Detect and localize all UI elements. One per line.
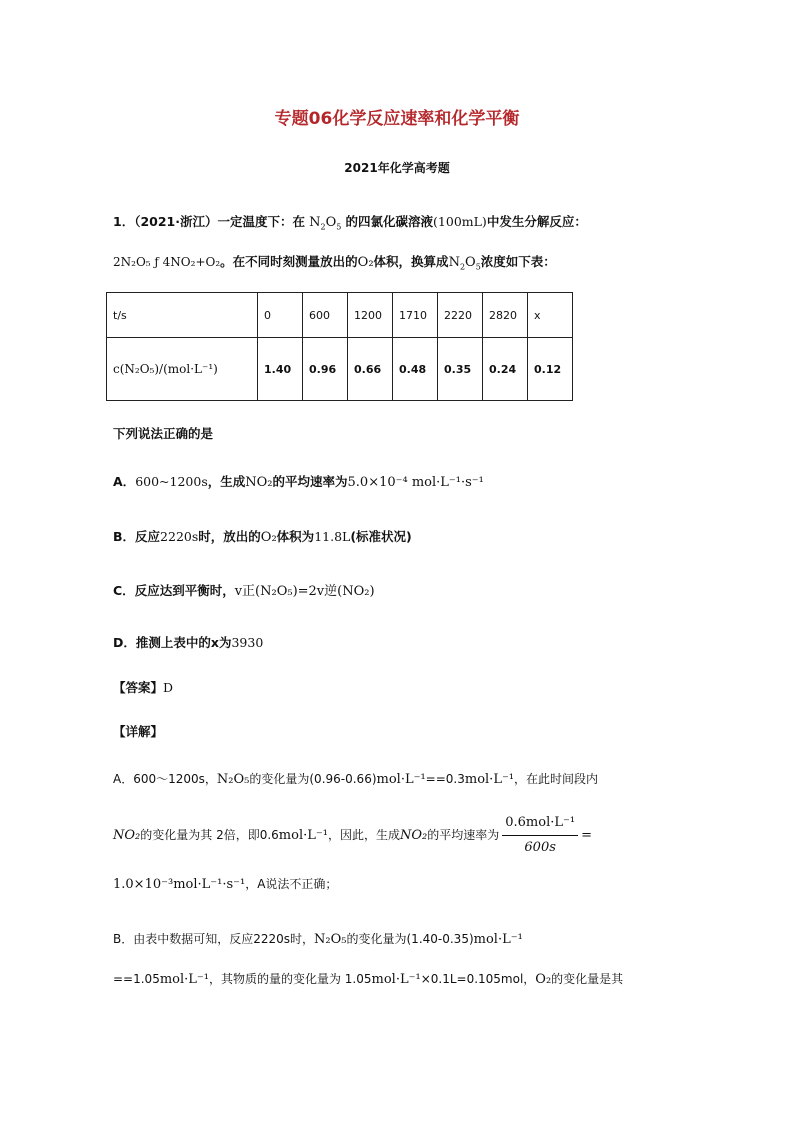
analysis-formula: N₂O₅ (314, 932, 347, 947)
option-a (113, 472, 484, 490)
fraction-denominator: 600s (524, 840, 556, 855)
rate-fraction (502, 812, 578, 859)
fraction-numerator: 0.6mol·L⁻¹ (502, 812, 578, 836)
analysis-line5 (113, 970, 623, 987)
equals-sign: = (581, 828, 592, 843)
option-c-label: C． (113, 583, 135, 598)
option-c-expression: v正(N₂O₅)=2v逆(NO₂) (234, 584, 375, 599)
reaction-equation: 2N₂O₅ ƒ 4NO₂+O₂ (113, 255, 221, 269)
analysis-line1 (113, 770, 598, 787)
analysis-text: ，在此时间段内 (514, 772, 599, 786)
answer-label: 【答案】 (113, 680, 164, 695)
table-cell: 0.48 (393, 338, 438, 401)
table-row-concentration (107, 338, 573, 401)
stem-text-f: 浓度如下表： (480, 254, 556, 269)
analysis-text: B．由表中数据可知，反应2220s时， (113, 932, 315, 946)
option-b-text4: (标准状况) (350, 529, 412, 544)
answer-value: D (163, 680, 174, 695)
analysis-text: ，因此，生成 (327, 828, 400, 842)
analysis-text: ，A说法不正确； (245, 877, 338, 891)
table-cell: 0.24 (483, 338, 528, 401)
question-number: 1． (113, 214, 135, 229)
table-cell: 0.66 (348, 338, 393, 401)
option-a-range: 600~1200s (135, 474, 208, 489)
option-a-species: NO₂ (245, 475, 273, 490)
n2o5-formula: $N_2O_5$ (305, 215, 342, 232)
option-a-text1: ，生成 (207, 474, 246, 489)
option-d (113, 633, 263, 651)
option-a-text2: 的平均速率为 (272, 474, 348, 489)
table-cell: 2820 (483, 293, 528, 338)
option-b-text2: 时，放出的 (198, 529, 261, 544)
table-cell: 0.35 (438, 338, 483, 401)
table-cell: 0.12 (528, 338, 573, 401)
analysis-unit: mol·L⁻¹ (278, 828, 328, 843)
option-a-value: 5.0×10⁻⁴ mol·L⁻¹·s⁻¹ (347, 475, 484, 490)
analysis-value: 1.0×10⁻³ (113, 877, 174, 892)
option-a-label: A． (113, 474, 136, 489)
table-cell: 1710 (393, 293, 438, 338)
analysis-line4 (113, 930, 523, 947)
analysis-text: ，其物质的量的变化量为 1.05 (208, 972, 372, 986)
analysis-unit: mol·L⁻¹ (473, 932, 523, 947)
analysis-unit: mol·L⁻¹ (464, 772, 515, 787)
table-cell: x (528, 293, 573, 338)
option-b (113, 527, 412, 545)
option-d-label: D． (113, 635, 136, 650)
concentration-table (106, 292, 573, 401)
option-b-label: B． (113, 529, 136, 544)
stem-text-d: 。在不同时刻测量放出的 (220, 254, 358, 269)
analysis-text: 的变化量为(0.96-0.66) (249, 772, 377, 786)
table-cell: 600 (303, 293, 348, 338)
analysis-unit: mol·L⁻¹·s⁻¹ (173, 877, 246, 892)
table-header-concentration: c(N₂O₅)/(mol·L⁻¹) (107, 338, 258, 401)
n2o5-formula-2: $N_2O_5$ (448, 255, 481, 272)
option-b-value: 11.8L (314, 529, 351, 544)
analysis-text: A．600～1200s， (113, 772, 217, 786)
analysis-text: 的平均速率为 (427, 828, 500, 842)
analysis-label: 【详解】 (113, 724, 164, 739)
option-c-text: 反应达到平衡时， (134, 583, 235, 598)
question-prompt: 下列说法正确的是 (113, 426, 214, 441)
page-title: 专题06化学反应速率和化学平衡 (274, 109, 520, 129)
option-b-text1: 反应 (135, 529, 161, 544)
option-b-time: 2220s (160, 529, 199, 544)
o2-formula: O₂ (357, 255, 374, 270)
analysis-unit: mol·L⁻¹ (371, 972, 421, 987)
analysis-text: ==0.3 (425, 772, 465, 786)
analysis-line2 (113, 812, 592, 859)
analysis-formula: N₂O₅ (216, 772, 250, 787)
stem-text-e: 体积，换算成 (373, 254, 449, 269)
option-b-o2: O₂ (260, 530, 277, 545)
stem-text-a: 一定温度下：在 (217, 214, 306, 229)
stem-text-c: 中发生分解反应： (486, 214, 587, 229)
option-b-text3: 体积为 (276, 529, 315, 544)
table-cell: 1200 (348, 293, 393, 338)
analysis-text: 的变化量为(1.40-0.35) (346, 932, 474, 946)
analysis-unit: mol·L⁻¹ (376, 772, 426, 787)
analysis-text: ==1.05 (113, 972, 160, 986)
analysis-line3 (113, 875, 337, 892)
stem-text-b: 的四氯化碳溶液 (345, 214, 434, 229)
analysis-text: 的变化量为其 2倍，即0.6 (140, 828, 279, 842)
analysis-unit: mol·L⁻¹ (159, 972, 209, 987)
analysis-text: 的变化量是其 (551, 972, 624, 986)
table-cell: 0.96 (303, 338, 348, 401)
solvent-volume: (100mL) (433, 214, 487, 229)
question-stem-line2 (113, 252, 556, 270)
question-source: （2021·浙江） (134, 214, 218, 229)
page-subtitle: 2021年化学高考题 (344, 161, 450, 175)
option-d-text: 推测上表中的x为 (135, 635, 232, 650)
question-stem-line1 (113, 212, 587, 230)
table-header-time: t/s (107, 293, 258, 338)
table-cell: 2220 (438, 293, 483, 338)
table-cell: 0 (258, 293, 303, 338)
analysis-formula: NO₂ (113, 828, 141, 843)
analysis-formula: NO₂ (399, 828, 428, 843)
analysis-formula: O₂ (535, 972, 552, 987)
table-row-time (107, 293, 573, 338)
answer-line (113, 678, 173, 696)
analysis-text: ×0.1L=0.105mol， (420, 972, 536, 986)
option-d-value: 3930 (231, 635, 264, 650)
option-c (113, 580, 375, 599)
table-cell: 1.40 (258, 338, 303, 401)
